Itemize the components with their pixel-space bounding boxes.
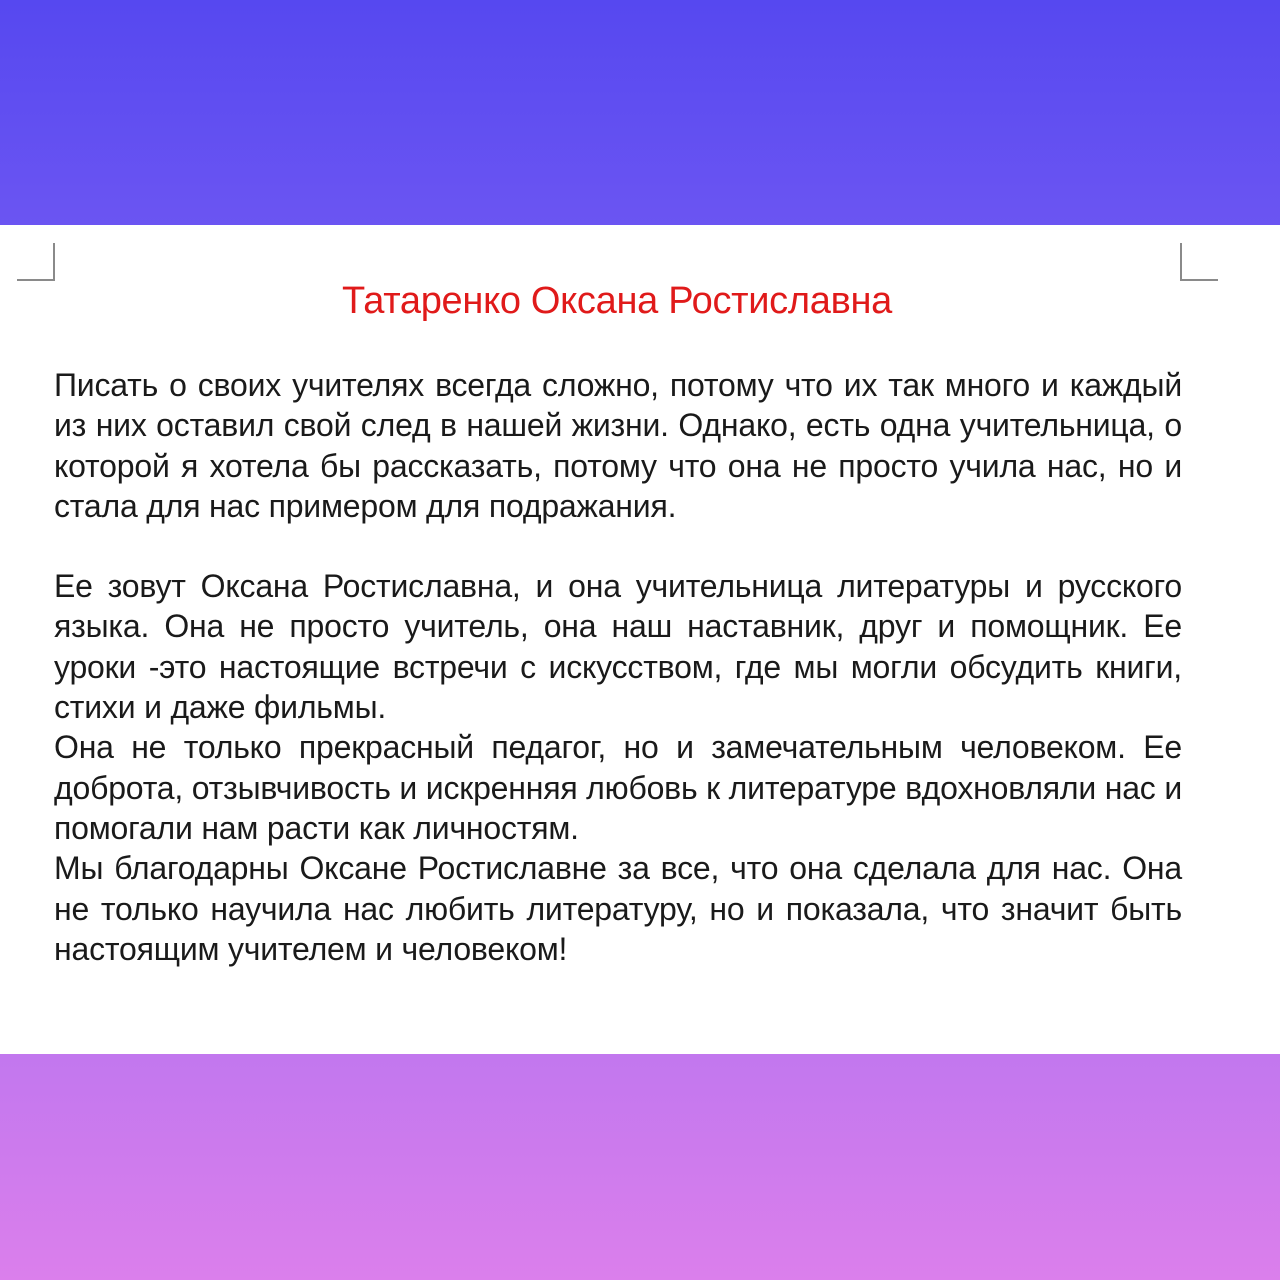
page-corner-mark-right [1180, 243, 1218, 281]
document-page [0, 225, 1280, 1054]
document-title: Татаренко Оксана Ростиславна [342, 280, 892, 322]
bottom-gradient-band [0, 1054, 1280, 1280]
paragraph-qualities: Она не только прекрасный педагог, но и замечательным человеком. Ее доброта, отзывчивость и искренняя любовь к литературе вдохновляли нас и помогали нам расти как личностям. [54, 729, 1182, 846]
paragraph-gratitude: Мы благодарны Оксане Ростиславне за все, что она сделала для нас. Она не только научила нас любить литературу, но и показала, что значит быть настоящим учителем и человеком! [54, 850, 1182, 967]
page-corner-mark-left [17, 243, 55, 281]
top-gradient-band [0, 0, 1280, 225]
paragraph-about-teacher: Ее зовут Оксана Ростиславна, и она учительница литературы и русского языка. Она не просто учитель, она наш наставник, друг и помощник. Ее уроки -это настоящие встречи с искусством, где мы могли обсудить книги, стихи и даже фильмы. [54, 568, 1182, 726]
paragraph-intro: Писать о своих учителях всегда сложно, потому что их так много и каждый из них оставил свой след в нашей жизни. Однако, есть одна учительница, о которой я хотела бы рассказать, потому что она не просто учила нас, но и стала для нас примером для подражания. [54, 367, 1182, 524]
document-body [54, 365, 1182, 969]
